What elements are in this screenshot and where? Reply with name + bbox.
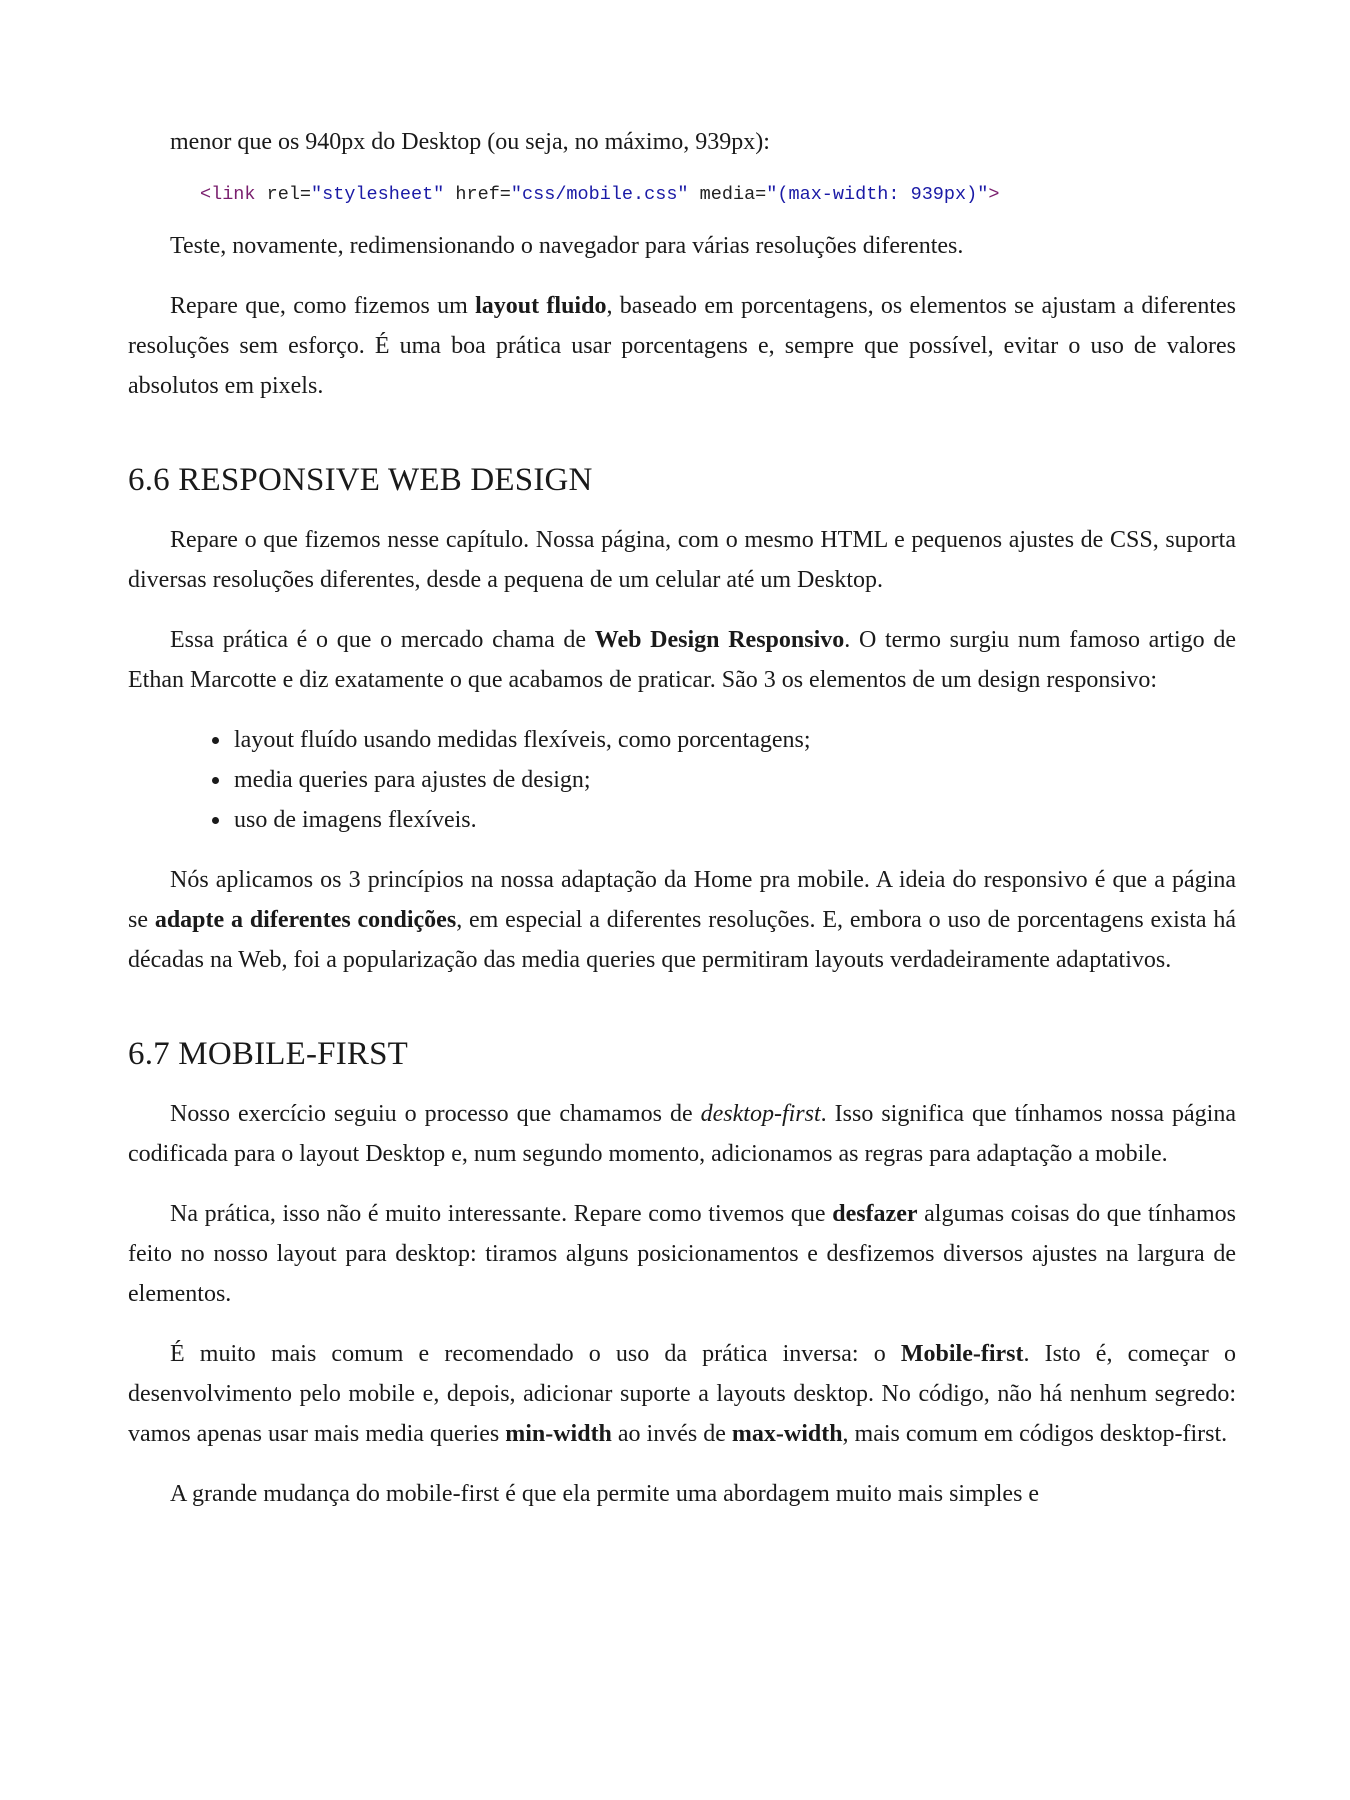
mf-p3-pre: É muito mais comum e recomendado o uso da prática inversa: o	[170, 1341, 901, 1367]
responsive-p2-post: . O termo surgiu num famoso artigo de Ethan Marcotte e diz exatamente o que acabamos de praticar. São 3 os elementos de um design responsivo:	[128, 627, 1236, 693]
responsive-p2-bold: Web Design Responsivo	[594, 627, 845, 653]
code-value-media: "(max-width: 939px)"	[766, 184, 989, 205]
section-heading-responsive: 6.6 RESPONSIVE WEB DESIGN	[128, 462, 593, 498]
code-tag-close: >	[988, 184, 1000, 205]
list-item: uso de imagens flexíveis.	[234, 800, 1236, 840]
responsive-p3-pre: Nós aplicamos os 3 princípios na nossa adaptação da Home pra mobile. A ideia do responsivo é que a página se	[128, 867, 1236, 933]
mf-p3-bold-max-width: max-width	[731, 1421, 843, 1447]
mobile-first-paragraph-4: A grande mudança do mobile-first é que ela permite uma abordagem muito mais simples e	[170, 1481, 1040, 1507]
responsive-principles-list	[128, 720, 1236, 840]
mf-p2-bold: desfazer	[832, 1201, 918, 1227]
document-page	[128, 122, 1236, 1514]
mobile-first-paragraph-1	[128, 1094, 1236, 1174]
code-attr-rel: rel=	[266, 184, 312, 205]
responsive-paragraph-2	[128, 620, 1236, 700]
section-heading-mobile-first: 6.7 MOBILE-FIRST	[128, 1036, 409, 1072]
code-attr-href: href=	[455, 184, 511, 205]
list-item: media queries para ajustes de design;	[234, 760, 1236, 800]
mf-p1-post: . Isso significa que tínhamos nossa página codificada para o layout Desktop e, num segundo momento, adicionamos as regras para adaptação a mobile.	[128, 1101, 1236, 1167]
fluid-text-pre: Repare que, como fizemos um	[170, 293, 476, 319]
mf-p3-mid1: . Isto é, começar o desenvolvimento pelo mobile e, depois, adicionar suporte a layouts desktop. No código, não há nenhum segredo: vamos apenas usar mais media queries	[128, 1341, 1236, 1447]
mf-p3-mid2: ao invés de	[611, 1421, 732, 1447]
responsive-p3-bold: adapte a diferentes condições	[154, 907, 457, 933]
fluid-text-post: , baseado em porcentagens, os elementos se ajustam a diferentes resoluções sem esforço. É uma boa prática usar porcentagens e, sempre que possível, evitar o uso de valores absolutos em pixels.	[128, 293, 1236, 399]
code-value-href: "css/mobile.css"	[510, 184, 689, 205]
fluid-text-bold: layout fluido	[475, 293, 607, 319]
mf-p2-pre: Na prática, isso não é muito interessante. Repare como tivemos que	[170, 1201, 833, 1227]
mf-p3-bold-min-width: min-width	[505, 1421, 612, 1447]
mobile-first-paragraph-2	[128, 1194, 1236, 1314]
mobile-first-paragraph-3	[128, 1334, 1236, 1454]
mf-p1-pre: Nosso exercício seguiu o processo que chamamos de	[170, 1101, 701, 1127]
responsive-p3-post: , em especial a diferentes resoluções. E, embora o uso de porcentagens exista há décadas na Web, foi a popularização das media queries que permitiram layouts verdadeiramente adaptativos.	[128, 907, 1236, 973]
intro-line: menor que os 940px do Desktop (ou seja, no máximo, 939px):	[170, 129, 770, 155]
mf-p1-italic: desktop-first	[700, 1101, 821, 1127]
responsive-paragraph-3	[128, 860, 1236, 980]
responsive-p2-pre: Essa prática é o que o mercado chama de	[170, 627, 595, 653]
mf-p3-post: , mais comum em códigos desktop-first.	[842, 1421, 1228, 1447]
mf-p3-bold-mobile-first: Mobile-first	[900, 1341, 1024, 1367]
test-paragraph: Teste, novamente, redimensionando o navegador para várias resoluções diferentes.	[170, 233, 964, 259]
responsive-paragraph-1: Repare o que fizemos nesse capítulo. Nossa página, com o mesmo HTML e pequenos ajustes de CSS, suporta diversas resoluções diferentes, desde a pequena de um celular até um Desktop.	[128, 527, 1236, 593]
code-value-rel: "stylesheet"	[311, 184, 445, 205]
mf-p2-post: algumas coisas do que tínhamos feito no nosso layout para desktop: tiramos alguns posicionamentos e desfizemos diversos ajustes na largura de elementos.	[128, 1201, 1237, 1307]
fluid-layout-paragraph	[128, 286, 1236, 406]
code-snippet	[200, 182, 1236, 208]
list-item: layout fluído usando medidas flexíveis, como porcentagens;	[234, 720, 1236, 760]
code-attr-media: media=	[699, 184, 767, 205]
code-tag-open: <link	[200, 184, 256, 205]
